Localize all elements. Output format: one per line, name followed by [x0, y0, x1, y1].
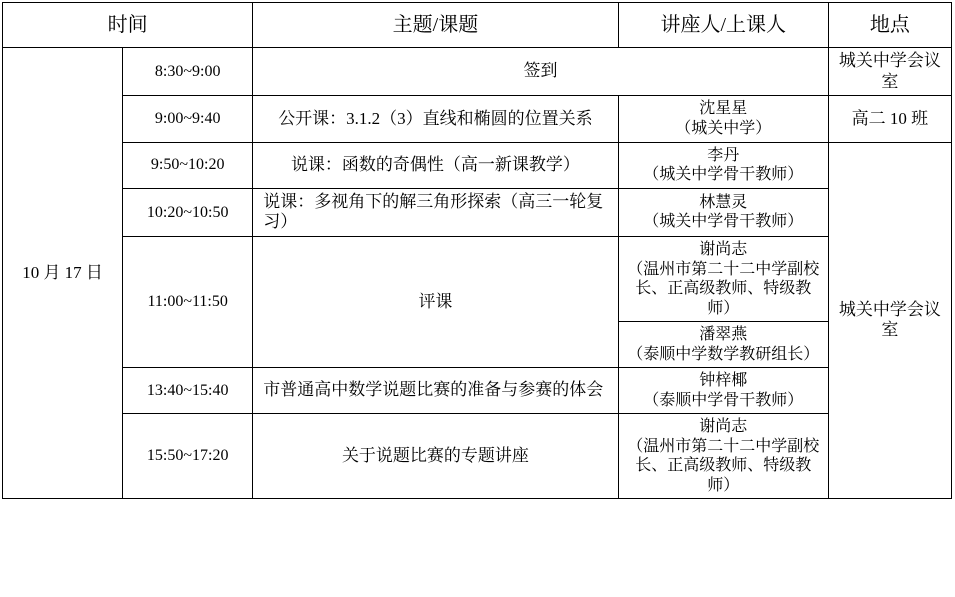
- place-cell: 高二 10 班: [828, 96, 951, 142]
- date-cell: 10 月 17 日: [3, 48, 123, 499]
- person-name: 钟梓椰: [699, 372, 748, 390]
- person-name: 谢尚志: [699, 418, 748, 436]
- person-cell: [618, 96, 828, 142]
- topic-cell: 公开课：3.1.2（3）直线和椭圆的位置关系: [253, 96, 618, 142]
- time-cell: 9:00~9:40: [123, 96, 253, 142]
- person-cell: [618, 368, 828, 414]
- person-affiliation: （城关中学）: [675, 119, 772, 137]
- header-time: 时间: [3, 3, 253, 48]
- person-cell: [618, 188, 828, 236]
- time-cell: 13:40~15:40: [123, 368, 253, 414]
- person-cell: [618, 237, 828, 322]
- table-row: [3, 188, 952, 236]
- person-affiliation: （温州市第二十二中学副校长、正高级教师、特级教师）: [627, 260, 820, 317]
- person-cell: [618, 142, 828, 188]
- person-affiliation: （泰顺中学数学教研组长）: [627, 345, 820, 363]
- person-name: 沈星星: [699, 100, 748, 118]
- person-name: 林慧灵: [699, 193, 748, 211]
- person-affiliation: （城关中学骨干教师）: [643, 166, 804, 184]
- table-row: [3, 96, 952, 142]
- person-cell: [618, 322, 828, 368]
- header-place: 地点: [828, 3, 951, 48]
- person-name: 李丹: [707, 146, 740, 164]
- header-topic: 主题/课题: [253, 3, 618, 48]
- topic-cell: 说课：多视角下的解三角形探索（高三一轮复习）: [253, 188, 618, 236]
- time-cell: 9:50~10:20: [123, 142, 253, 188]
- person-name: 谢尚志: [699, 241, 748, 258]
- topic-cell: 说课：函数的奇偶性（高一新课教学）: [253, 142, 618, 188]
- time-cell: 8:30~9:00: [123, 48, 253, 96]
- table-row: [3, 237, 952, 322]
- table-body: [3, 48, 952, 499]
- topic-cell: 评课: [253, 237, 618, 368]
- schedule-container: [0, 2, 955, 597]
- person-affiliation: （温州市第二十二中学副校长、正高级教师、特级教师）: [627, 437, 820, 494]
- person-affiliation: （城关中学骨干教师）: [643, 213, 804, 231]
- time-cell: 10:20~10:50: [123, 188, 253, 236]
- time-cell: 15:50~17:20: [123, 414, 253, 499]
- place-cell: 城关中学会议室: [828, 48, 951, 96]
- header-row: [3, 3, 952, 48]
- schedule-table: [2, 2, 952, 499]
- table-row: [3, 142, 952, 188]
- header-person: 讲座人/上课人: [618, 3, 828, 48]
- table-row: [3, 414, 952, 499]
- table-row: [3, 368, 952, 414]
- person-affiliation: （泰顺中学骨干教师）: [643, 391, 804, 409]
- table-header: [3, 3, 952, 48]
- table-row: [3, 48, 952, 96]
- person-name: 潘翠燕: [699, 326, 748, 344]
- topic-cell: 签到: [253, 48, 829, 96]
- place-cell-merged: 城关中学会议室: [828, 142, 951, 499]
- topic-cell: 市普通高中数学说题比赛的准备与参赛的体会: [253, 368, 618, 414]
- person-cell: [618, 414, 828, 499]
- time-cell: 11:00~11:50: [123, 237, 253, 368]
- topic-cell: 关于说题比赛的专题讲座: [253, 414, 618, 499]
